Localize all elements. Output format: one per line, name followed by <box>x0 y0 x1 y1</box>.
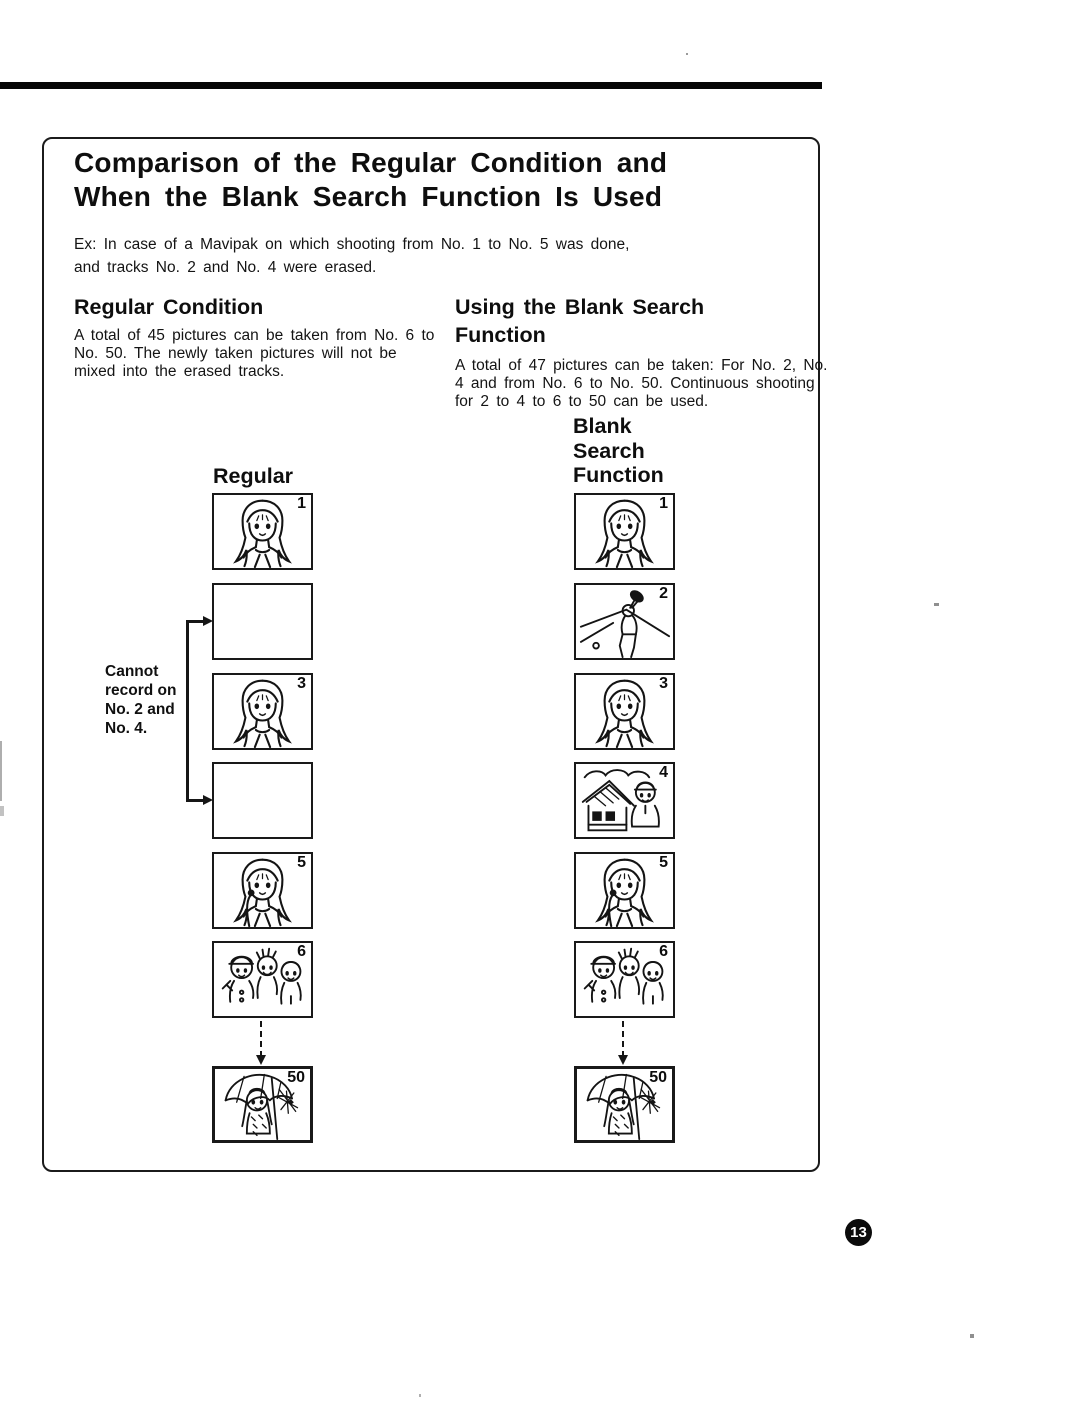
frame-number: 50 <box>649 1069 667 1086</box>
bracket-bottom-line <box>186 799 204 802</box>
scan-speck <box>686 53 688 55</box>
cannot-note-line1: Cannot <box>105 663 159 680</box>
frame-number: 3 <box>297 675 306 692</box>
blank-search-body-line2: 4 and from No. 6 to No. 50. Continuous shooting <box>455 375 815 393</box>
example-note <box>74 234 629 279</box>
dashed-continuation-line <box>622 1021 624 1057</box>
scan-speck <box>934 603 939 606</box>
regular-condition-body <box>74 327 434 382</box>
left-frame-1 <box>212 493 313 570</box>
content-box-border <box>42 137 820 1172</box>
left-frame-6 <box>212 941 313 1018</box>
regular-condition-heading: Regular Condition <box>74 295 264 319</box>
right-frame-1 <box>574 493 675 570</box>
page-title <box>74 146 667 214</box>
scan-speck <box>419 1394 421 1397</box>
frame-number: 1 <box>659 495 668 512</box>
scan-edge-artifact <box>0 806 4 816</box>
cannot-note-line2: record on <box>105 682 177 699</box>
right-frame-3 <box>574 673 675 750</box>
regular-body-line1: A total of 45 pictures can be taken from No. 6 to <box>74 327 435 344</box>
left-frame-3 <box>212 673 313 750</box>
blank-search-column-label <box>573 414 664 488</box>
blank-search-body-line1: A total of 47 pictures can be taken: For No. 2, No. <box>455 357 828 374</box>
frame-number: 6 <box>297 943 306 960</box>
frame-number: 6 <box>659 943 668 960</box>
example-note-line1: Ex: In case of a Mavipak on which shooting from No. 1 to No. 5 was done, <box>74 236 630 253</box>
page-title-line2: When the Blank Search Function Is Used <box>74 181 663 212</box>
blank-search-body-line3: for 2 to 4 to 6 to 50 can be used. <box>455 393 709 411</box>
blank-search-heading <box>455 294 704 349</box>
right-frame-6 <box>574 941 675 1018</box>
right-frame-5 <box>574 852 675 929</box>
regular-column-label: Regular <box>213 464 294 488</box>
left-frame-50 <box>212 1066 313 1143</box>
blank-search-body <box>455 357 827 412</box>
frame-number: 4 <box>659 764 668 781</box>
bsf-label-line1: Blank <box>573 414 632 438</box>
blank-search-heading-line2: Function <box>455 322 546 347</box>
regular-body-line3: mixed into the erased tracks. <box>74 363 285 381</box>
cannot-record-note <box>105 662 176 738</box>
left-frame-2-blank <box>212 583 313 660</box>
frame-number: 5 <box>297 854 306 871</box>
frame-number: 2 <box>659 585 668 602</box>
right-frame-4 <box>574 762 675 839</box>
cannot-note-line3: No. 2 and <box>105 701 175 718</box>
frame-number: 5 <box>659 854 668 871</box>
frame-number: 50 <box>287 1069 305 1086</box>
example-note-line2: and tracks No. 2 and No. 4 were erased. <box>74 258 377 276</box>
arrow-down-icon <box>256 1055 266 1065</box>
top-divider-rule <box>0 82 822 89</box>
arrow-down-icon <box>618 1055 628 1065</box>
cannot-note-line4: No. 4. <box>105 720 148 737</box>
scan-speck <box>970 1334 974 1338</box>
scan-edge-artifact <box>0 741 2 801</box>
bsf-label-line3: Function <box>573 463 664 487</box>
left-frame-4-blank <box>212 762 313 839</box>
bracket-vertical-line <box>186 620 189 802</box>
frame-number: 1 <box>297 495 306 512</box>
regular-body-line2: No. 50. The newly taken pictures will not be <box>74 345 397 363</box>
frame-number: 3 <box>659 675 668 692</box>
dashed-continuation-line <box>260 1021 262 1057</box>
blank-search-heading-line1: Using the Blank Search <box>455 295 705 319</box>
right-frame-2 <box>574 583 675 660</box>
left-frame-5 <box>212 852 313 929</box>
bracket-top-line <box>186 620 204 623</box>
page-number-badge: 13 <box>845 1219 872 1246</box>
right-frame-50 <box>574 1066 675 1143</box>
bsf-label-line2: Search <box>573 438 645 463</box>
page-title-line1: Comparison of the Regular Condition and <box>74 147 668 178</box>
